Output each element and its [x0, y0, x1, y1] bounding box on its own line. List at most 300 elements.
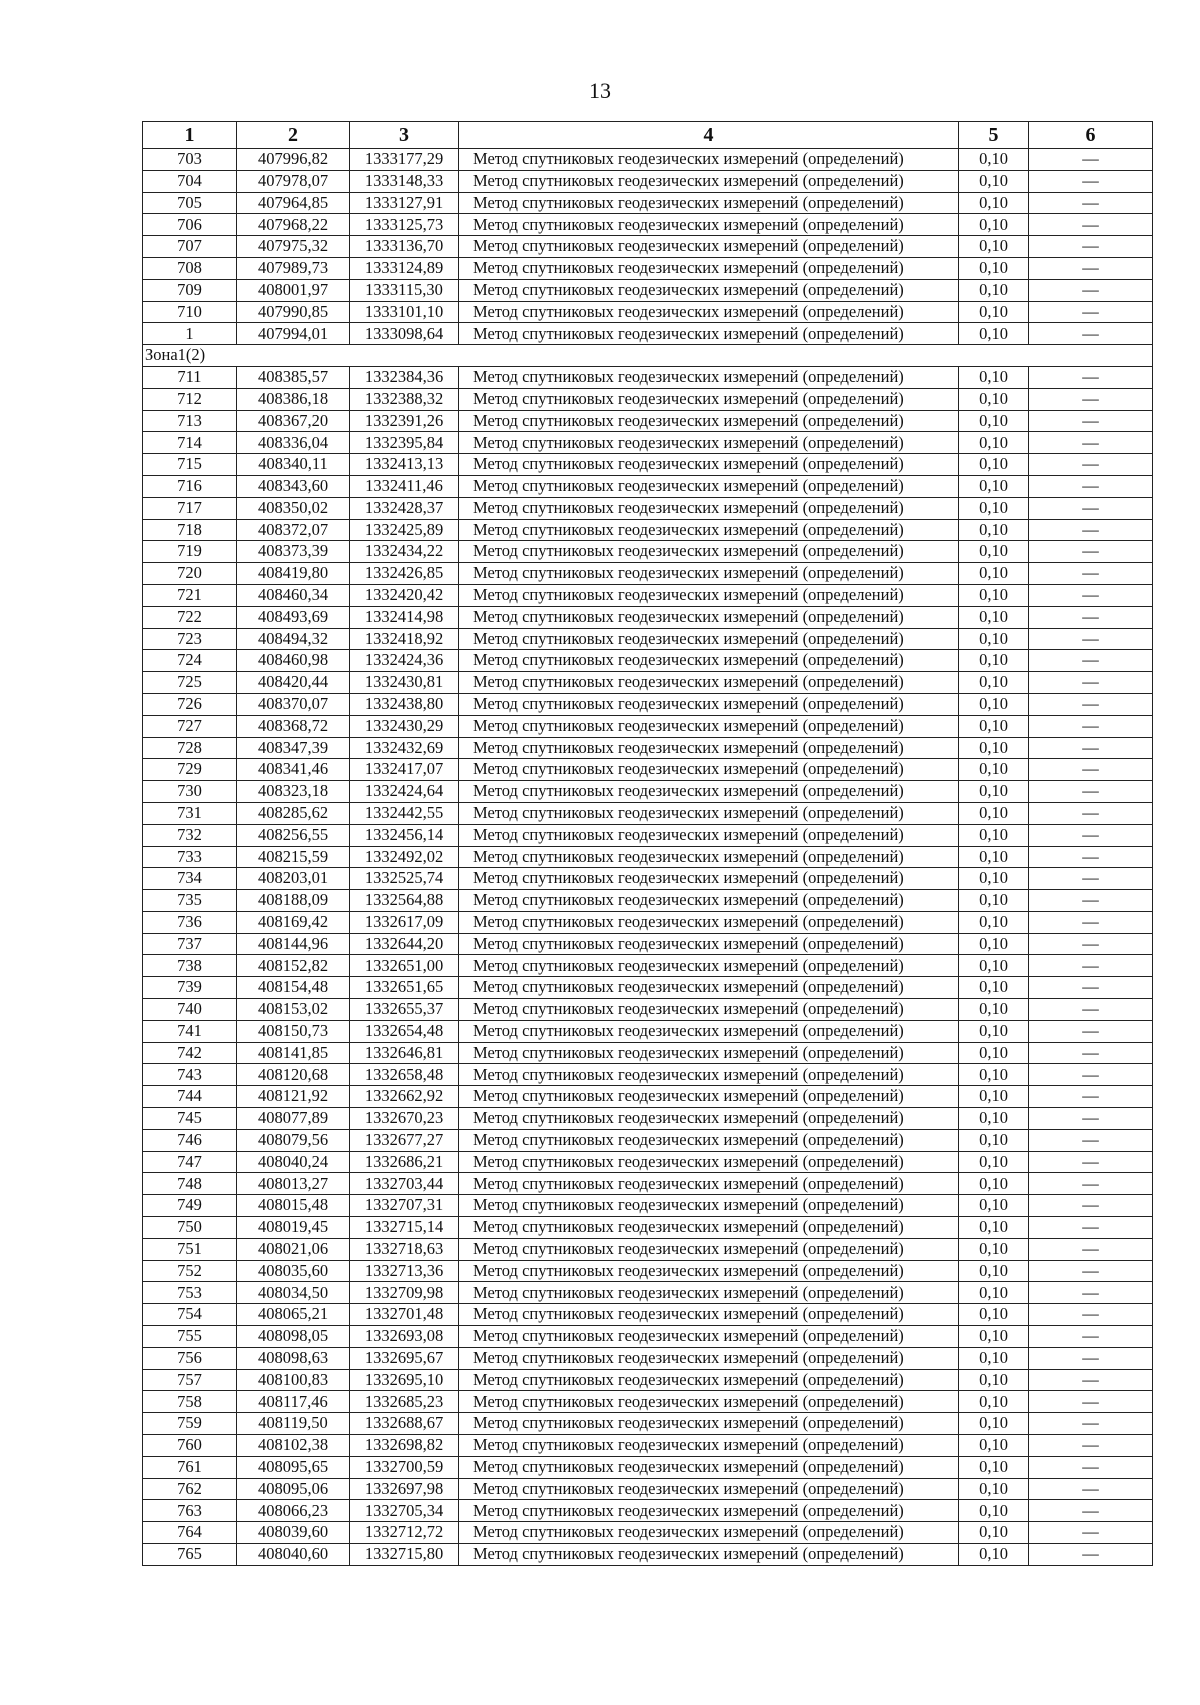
table-row: [143, 1544, 1153, 1566]
note-cell: —: [1029, 1195, 1153, 1217]
accuracy-cell: 0,10: [959, 563, 1029, 585]
method-cell: Метод спутниковых геодезических измерений (определений): [459, 1304, 959, 1326]
note-cell: —: [1029, 1086, 1153, 1108]
note-cell: —: [1029, 475, 1153, 497]
x-coordinate-cell: 408350,02: [237, 497, 350, 519]
accuracy-cell: 0,10: [959, 1042, 1029, 1064]
zone-row: [143, 345, 1153, 367]
y-coordinate-cell: 1332695,67: [350, 1347, 459, 1369]
point-number-cell: 751: [143, 1238, 237, 1260]
point-number-cell: 730: [143, 781, 237, 803]
y-coordinate-cell: 1333125,73: [350, 214, 459, 236]
point-number-cell: 724: [143, 650, 237, 672]
y-coordinate-cell: 1332434,22: [350, 541, 459, 563]
header-col-3: 3: [350, 122, 459, 149]
accuracy-cell: 0,10: [959, 519, 1029, 541]
method-cell: Метод спутниковых геодезических измерений (определений): [459, 584, 959, 606]
point-number-cell: 744: [143, 1086, 237, 1108]
header-col-4: 4: [459, 122, 959, 149]
point-number-cell: 736: [143, 911, 237, 933]
point-number-cell: 754: [143, 1304, 237, 1326]
accuracy-cell: 0,10: [959, 1020, 1029, 1042]
accuracy-cell: 0,10: [959, 1108, 1029, 1130]
y-coordinate-cell: 1332688,67: [350, 1413, 459, 1435]
y-coordinate-cell: 1332718,63: [350, 1238, 459, 1260]
accuracy-cell: 0,10: [959, 693, 1029, 715]
accuracy-cell: 0,10: [959, 1522, 1029, 1544]
note-cell: —: [1029, 563, 1153, 585]
note-cell: —: [1029, 257, 1153, 279]
note-cell: —: [1029, 911, 1153, 933]
x-coordinate-cell: 408040,24: [237, 1151, 350, 1173]
y-coordinate-cell: 1332651,00: [350, 955, 459, 977]
point-number-cell: 748: [143, 1173, 237, 1195]
accuracy-cell: 0,10: [959, 1173, 1029, 1195]
accuracy-cell: 0,10: [959, 410, 1029, 432]
x-coordinate-cell: 408372,07: [237, 519, 350, 541]
method-cell: Метод спутниковых геодезических измерений (определений): [459, 1238, 959, 1260]
method-cell: Метод спутниковых геодезических измерений (определений): [459, 563, 959, 585]
point-number-cell: 706: [143, 214, 237, 236]
table-row: [143, 454, 1153, 476]
y-coordinate-cell: 1332428,37: [350, 497, 459, 519]
accuracy-cell: 0,10: [959, 955, 1029, 977]
x-coordinate-cell: 408095,65: [237, 1456, 350, 1478]
y-coordinate-cell: 1332391,26: [350, 410, 459, 432]
accuracy-cell: 0,10: [959, 388, 1029, 410]
y-coordinate-cell: 1332693,08: [350, 1326, 459, 1348]
point-number-cell: 713: [143, 410, 237, 432]
note-cell: —: [1029, 192, 1153, 214]
point-number-cell: 721: [143, 584, 237, 606]
note-cell: —: [1029, 759, 1153, 781]
x-coordinate-cell: 408336,04: [237, 432, 350, 454]
table-row: [143, 1173, 1153, 1195]
method-cell: Метод спутниковых геодезических измерений (определений): [459, 824, 959, 846]
point-number-cell: 752: [143, 1260, 237, 1282]
note-cell: —: [1029, 1304, 1153, 1326]
method-cell: Метод спутниковых геодезических измерений (определений): [459, 933, 959, 955]
x-coordinate-cell: 407996,82: [237, 149, 350, 171]
table-row: [143, 911, 1153, 933]
point-number-cell: 734: [143, 868, 237, 890]
x-coordinate-cell: 408323,18: [237, 781, 350, 803]
method-cell: Метод спутниковых геодезических измерений (определений): [459, 323, 959, 345]
table-row: [143, 824, 1153, 846]
x-coordinate-cell: 408420,44: [237, 672, 350, 694]
table-row: [143, 1500, 1153, 1522]
method-cell: Метод спутниковых геодезических измерений (определений): [459, 1456, 959, 1478]
point-number-cell: 747: [143, 1151, 237, 1173]
accuracy-cell: 0,10: [959, 1413, 1029, 1435]
y-coordinate-cell: 1332658,48: [350, 1064, 459, 1086]
x-coordinate-cell: 408494,32: [237, 628, 350, 650]
method-cell: Метод спутниковых геодезических измерений (определений): [459, 1151, 959, 1173]
note-cell: —: [1029, 214, 1153, 236]
point-number-cell: 728: [143, 737, 237, 759]
method-cell: Метод спутниковых геодезических измерений (определений): [459, 541, 959, 563]
x-coordinate-cell: 408460,34: [237, 584, 350, 606]
table-row: [143, 999, 1153, 1021]
y-coordinate-cell: 1332686,21: [350, 1151, 459, 1173]
note-cell: —: [1029, 846, 1153, 868]
y-coordinate-cell: 1333127,91: [350, 192, 459, 214]
method-cell: Метод спутниковых геодезических измерений (определений): [459, 955, 959, 977]
x-coordinate-cell: 407978,07: [237, 170, 350, 192]
accuracy-cell: 0,10: [959, 214, 1029, 236]
table-row: [143, 214, 1153, 236]
y-coordinate-cell: 1332492,02: [350, 846, 459, 868]
accuracy-cell: 0,10: [959, 1282, 1029, 1304]
y-coordinate-cell: 1332713,36: [350, 1260, 459, 1282]
method-cell: Метод спутниковых геодезических измерений (определений): [459, 1020, 959, 1042]
y-coordinate-cell: 1332384,36: [350, 366, 459, 388]
point-number-cell: 760: [143, 1435, 237, 1457]
note-cell: —: [1029, 1042, 1153, 1064]
x-coordinate-cell: 408021,06: [237, 1238, 350, 1260]
x-coordinate-cell: 408256,55: [237, 824, 350, 846]
note-cell: —: [1029, 1282, 1153, 1304]
accuracy-cell: 0,10: [959, 1260, 1029, 1282]
y-coordinate-cell: 1332654,48: [350, 1020, 459, 1042]
y-coordinate-cell: 1333124,89: [350, 257, 459, 279]
y-coordinate-cell: 1332417,07: [350, 759, 459, 781]
accuracy-cell: 0,10: [959, 323, 1029, 345]
note-cell: —: [1029, 824, 1153, 846]
note-cell: —: [1029, 1544, 1153, 1566]
y-coordinate-cell: 1332703,44: [350, 1173, 459, 1195]
method-cell: Метод спутниковых геодезических измерений (определений): [459, 1522, 959, 1544]
accuracy-cell: 0,10: [959, 432, 1029, 454]
note-cell: —: [1029, 1020, 1153, 1042]
note-cell: —: [1029, 388, 1153, 410]
point-number-cell: 759: [143, 1413, 237, 1435]
accuracy-cell: 0,10: [959, 868, 1029, 890]
method-cell: Метод спутниковых геодезических измерений (определений): [459, 214, 959, 236]
y-coordinate-cell: 1332712,72: [350, 1522, 459, 1544]
accuracy-cell: 0,10: [959, 301, 1029, 323]
x-coordinate-cell: 408367,20: [237, 410, 350, 432]
accuracy-cell: 0,10: [959, 650, 1029, 672]
table-row: [143, 1195, 1153, 1217]
y-coordinate-cell: 1332709,98: [350, 1282, 459, 1304]
note-cell: —: [1029, 1413, 1153, 1435]
y-coordinate-cell: 1332617,09: [350, 911, 459, 933]
x-coordinate-cell: 408285,62: [237, 802, 350, 824]
y-coordinate-cell: 1332644,20: [350, 933, 459, 955]
y-coordinate-cell: 1332424,64: [350, 781, 459, 803]
x-coordinate-cell: 408120,68: [237, 1064, 350, 1086]
accuracy-cell: 0,10: [959, 1435, 1029, 1457]
note-cell: —: [1029, 650, 1153, 672]
method-cell: Метод спутниковых геодезических измерений (определений): [459, 1042, 959, 1064]
y-coordinate-cell: 1333115,30: [350, 279, 459, 301]
x-coordinate-cell: 408077,89: [237, 1108, 350, 1130]
point-number-cell: 705: [143, 192, 237, 214]
point-number-cell: 764: [143, 1522, 237, 1544]
accuracy-cell: 0,10: [959, 802, 1029, 824]
point-number-cell: 722: [143, 606, 237, 628]
table-row: [143, 650, 1153, 672]
y-coordinate-cell: 1332646,81: [350, 1042, 459, 1064]
table-row: [143, 1435, 1153, 1457]
table-row: [143, 628, 1153, 650]
table-row: [143, 1086, 1153, 1108]
table-header: [143, 122, 1153, 149]
note-cell: —: [1029, 1347, 1153, 1369]
y-coordinate-cell: 1333101,10: [350, 301, 459, 323]
y-coordinate-cell: 1332411,46: [350, 475, 459, 497]
method-cell: Метод спутниковых геодезических измерений (определений): [459, 1260, 959, 1282]
point-number-cell: 726: [143, 693, 237, 715]
point-number-cell: 733: [143, 846, 237, 868]
y-coordinate-cell: 1332655,37: [350, 999, 459, 1021]
x-coordinate-cell: 408039,60: [237, 1522, 350, 1544]
accuracy-cell: 0,10: [959, 584, 1029, 606]
point-number-cell: 745: [143, 1108, 237, 1130]
point-number-cell: 720: [143, 563, 237, 585]
note-cell: —: [1029, 737, 1153, 759]
table-row: [143, 1108, 1153, 1130]
y-coordinate-cell: 1332700,59: [350, 1456, 459, 1478]
x-coordinate-cell: 407990,85: [237, 301, 350, 323]
method-cell: Метод спутниковых геодезических измерений (определений): [459, 279, 959, 301]
x-coordinate-cell: 408340,11: [237, 454, 350, 476]
table-row: [143, 715, 1153, 737]
point-number-cell: 742: [143, 1042, 237, 1064]
accuracy-cell: 0,10: [959, 1391, 1029, 1413]
point-number-cell: 761: [143, 1456, 237, 1478]
note-cell: —: [1029, 1217, 1153, 1239]
accuracy-cell: 0,10: [959, 170, 1029, 192]
accuracy-cell: 0,10: [959, 1304, 1029, 1326]
y-coordinate-cell: 1333098,64: [350, 323, 459, 345]
point-number-cell: 704: [143, 170, 237, 192]
method-cell: Метод спутниковых геодезических измерений (определений): [459, 410, 959, 432]
point-number-cell: 1: [143, 323, 237, 345]
note-cell: —: [1029, 781, 1153, 803]
y-coordinate-cell: 1332701,48: [350, 1304, 459, 1326]
point-number-cell: 708: [143, 257, 237, 279]
y-coordinate-cell: 1332395,84: [350, 432, 459, 454]
point-number-cell: 746: [143, 1129, 237, 1151]
table-row: [143, 759, 1153, 781]
x-coordinate-cell: 408034,50: [237, 1282, 350, 1304]
method-cell: Метод спутниковых геодезических измерений (определений): [459, 606, 959, 628]
x-coordinate-cell: 408215,59: [237, 846, 350, 868]
y-coordinate-cell: 1332430,81: [350, 672, 459, 694]
coordinates-table: [142, 121, 1153, 1566]
method-cell: Метод спутниковых геодезических измерений (определений): [459, 1064, 959, 1086]
accuracy-cell: 0,10: [959, 279, 1029, 301]
accuracy-cell: 0,10: [959, 236, 1029, 258]
table-row: [143, 1522, 1153, 1544]
point-number-cell: 719: [143, 541, 237, 563]
table-row: [143, 1282, 1153, 1304]
method-cell: Метод спутниковых геодезических измерений (определений): [459, 781, 959, 803]
method-cell: Метод спутниковых геодезических измерений (определений): [459, 192, 959, 214]
table-row: [143, 693, 1153, 715]
accuracy-cell: 0,10: [959, 192, 1029, 214]
method-cell: Метод спутниковых геодезических измерений (определений): [459, 1173, 959, 1195]
point-number-cell: 727: [143, 715, 237, 737]
note-cell: —: [1029, 236, 1153, 258]
note-cell: —: [1029, 519, 1153, 541]
y-coordinate-cell: 1332426,85: [350, 563, 459, 585]
y-coordinate-cell: 1332705,34: [350, 1500, 459, 1522]
y-coordinate-cell: 1332564,88: [350, 890, 459, 912]
table-row: [143, 541, 1153, 563]
point-number-cell: 762: [143, 1478, 237, 1500]
table-row: [143, 366, 1153, 388]
y-coordinate-cell: 1332413,13: [350, 454, 459, 476]
accuracy-cell: 0,10: [959, 890, 1029, 912]
y-coordinate-cell: 1332707,31: [350, 1195, 459, 1217]
note-cell: —: [1029, 1108, 1153, 1130]
y-coordinate-cell: 1332662,92: [350, 1086, 459, 1108]
note-cell: —: [1029, 977, 1153, 999]
note-cell: —: [1029, 1369, 1153, 1391]
note-cell: —: [1029, 1064, 1153, 1086]
table-row: [143, 933, 1153, 955]
table-row: [143, 192, 1153, 214]
point-number-cell: 717: [143, 497, 237, 519]
y-coordinate-cell: 1333136,70: [350, 236, 459, 258]
table-row: [143, 846, 1153, 868]
y-coordinate-cell: 1332670,23: [350, 1108, 459, 1130]
x-coordinate-cell: 408385,57: [237, 366, 350, 388]
note-cell: —: [1029, 1522, 1153, 1544]
note-cell: —: [1029, 933, 1153, 955]
note-cell: —: [1029, 541, 1153, 563]
note-cell: —: [1029, 955, 1153, 977]
x-coordinate-cell: 408001,97: [237, 279, 350, 301]
x-coordinate-cell: 408373,39: [237, 541, 350, 563]
note-cell: —: [1029, 1500, 1153, 1522]
table-row: [143, 301, 1153, 323]
method-cell: Метод спутниковых геодезических измерений (определений): [459, 366, 959, 388]
method-cell: Метод спутниковых геодезических измерений (определений): [459, 1478, 959, 1500]
table-row: [143, 890, 1153, 912]
accuracy-cell: 0,10: [959, 149, 1029, 171]
table-row: [143, 1217, 1153, 1239]
accuracy-cell: 0,10: [959, 781, 1029, 803]
x-coordinate-cell: 408150,73: [237, 1020, 350, 1042]
point-number-cell: 758: [143, 1391, 237, 1413]
y-coordinate-cell: 1332418,92: [350, 628, 459, 650]
point-number-cell: 756: [143, 1347, 237, 1369]
note-cell: —: [1029, 149, 1153, 171]
y-coordinate-cell: 1332685,23: [350, 1391, 459, 1413]
x-coordinate-cell: 408343,60: [237, 475, 350, 497]
table-row: [143, 584, 1153, 606]
table-row: [143, 1456, 1153, 1478]
x-coordinate-cell: 408203,01: [237, 868, 350, 890]
header-row: [143, 122, 1153, 149]
method-cell: Метод спутниковых геодезических измерений (определений): [459, 693, 959, 715]
table-row: [143, 1020, 1153, 1042]
accuracy-cell: 0,10: [959, 1347, 1029, 1369]
method-cell: Метод спутниковых геодезических измерений (определений): [459, 1086, 959, 1108]
accuracy-cell: 0,10: [959, 541, 1029, 563]
y-coordinate-cell: 1332456,14: [350, 824, 459, 846]
note-cell: —: [1029, 606, 1153, 628]
point-number-cell: 707: [143, 236, 237, 258]
method-cell: Метод спутниковых геодезических измерений (определений): [459, 432, 959, 454]
note-cell: —: [1029, 497, 1153, 519]
x-coordinate-cell: 408188,09: [237, 890, 350, 912]
point-number-cell: 739: [143, 977, 237, 999]
x-coordinate-cell: 408019,45: [237, 1217, 350, 1239]
y-coordinate-cell: 1332438,80: [350, 693, 459, 715]
x-coordinate-cell: 408015,48: [237, 1195, 350, 1217]
table-row: [143, 672, 1153, 694]
note-cell: —: [1029, 584, 1153, 606]
accuracy-cell: 0,10: [959, 977, 1029, 999]
method-cell: Метод спутниковых геодезических измерений (определений): [459, 388, 959, 410]
point-number-cell: 737: [143, 933, 237, 955]
accuracy-cell: 0,10: [959, 715, 1029, 737]
note-cell: —: [1029, 1435, 1153, 1457]
note-cell: —: [1029, 432, 1153, 454]
x-coordinate-cell: 408154,48: [237, 977, 350, 999]
table-row: [143, 1413, 1153, 1435]
accuracy-cell: 0,10: [959, 1456, 1029, 1478]
table-row: [143, 388, 1153, 410]
table-row: [143, 1151, 1153, 1173]
page-number: 13: [589, 78, 611, 103]
method-cell: Метод спутниковых геодезических измерений (определений): [459, 1369, 959, 1391]
method-cell: Метод спутниковых геодезических измерений (определений): [459, 1544, 959, 1566]
point-number-cell: 709: [143, 279, 237, 301]
method-cell: Метод спутниковых геодезических измерений (определений): [459, 1217, 959, 1239]
point-number-cell: 757: [143, 1369, 237, 1391]
accuracy-cell: 0,10: [959, 1195, 1029, 1217]
table-row: [143, 1260, 1153, 1282]
table-row: [143, 279, 1153, 301]
point-number-cell: 749: [143, 1195, 237, 1217]
accuracy-cell: 0,10: [959, 366, 1029, 388]
accuracy-cell: 0,10: [959, 824, 1029, 846]
table-row: [143, 149, 1153, 171]
accuracy-cell: 0,10: [959, 1086, 1029, 1108]
header-col-6: 6: [1029, 122, 1153, 149]
y-coordinate-cell: 1332432,69: [350, 737, 459, 759]
y-coordinate-cell: 1332425,89: [350, 519, 459, 541]
y-coordinate-cell: 1332697,98: [350, 1478, 459, 1500]
accuracy-cell: 0,10: [959, 606, 1029, 628]
accuracy-cell: 0,10: [959, 497, 1029, 519]
point-number-cell: 731: [143, 802, 237, 824]
table-row: [143, 1238, 1153, 1260]
x-coordinate-cell: 407975,32: [237, 236, 350, 258]
y-coordinate-cell: 1332525,74: [350, 868, 459, 890]
y-coordinate-cell: 1332651,65: [350, 977, 459, 999]
note-cell: —: [1029, 1456, 1153, 1478]
method-cell: Метод спутниковых геодезических измерений (определений): [459, 257, 959, 279]
y-coordinate-cell: 1332715,80: [350, 1544, 459, 1566]
point-number-cell: 750: [143, 1217, 237, 1239]
method-cell: Метод спутниковых геодезических измерений (определений): [459, 977, 959, 999]
accuracy-cell: 0,10: [959, 999, 1029, 1021]
method-cell: Метод спутниковых геодезических измерений (определений): [459, 911, 959, 933]
point-number-cell: 711: [143, 366, 237, 388]
method-cell: Метод спутниковых геодезических измерений (определений): [459, 1129, 959, 1151]
method-cell: Метод спутниковых геодезических измерений (определений): [459, 802, 959, 824]
y-coordinate-cell: 1332442,55: [350, 802, 459, 824]
accuracy-cell: 0,10: [959, 1369, 1029, 1391]
method-cell: Метод спутниковых геодезических измерений (определений): [459, 890, 959, 912]
